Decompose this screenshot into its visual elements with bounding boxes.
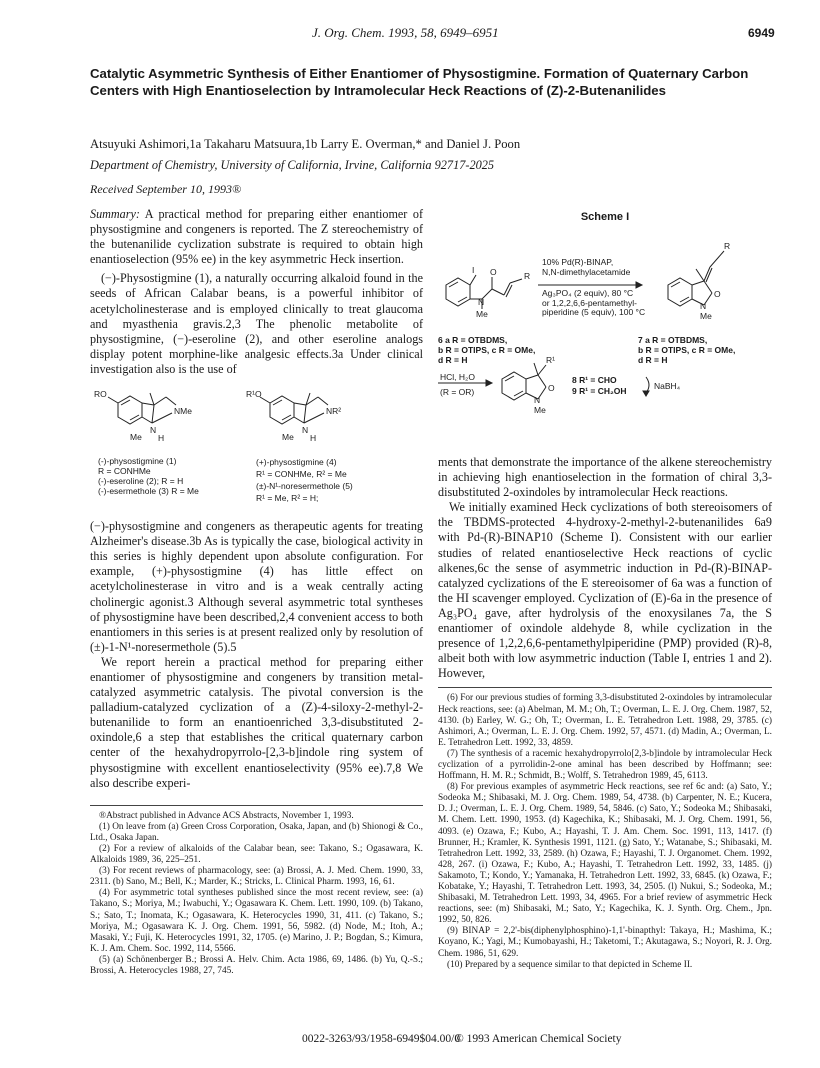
product-line: 7 a R = OTBDMS,: [638, 335, 708, 345]
product-line: b R = OTIPS, c R = OMe,: [638, 345, 736, 355]
substrate-line: 6 a R = OTBDMS,: [438, 335, 508, 345]
condition-line: N,N-dimethylacetamide: [542, 266, 631, 277]
footnote-divider: [438, 687, 772, 688]
substrate-line: d R = H: [438, 355, 468, 365]
condition-line: or 1,2,2,6,6-pentamethyl-: [542, 297, 637, 308]
article-authors: Atsuyuki Ashimori,1a Takaharu Matsuura,1b Larry E. Overman,* and Daniel J. Poon: [90, 137, 521, 151]
svg-text:Me: Me: [534, 405, 546, 415]
caption-line: (±)-N¹-noresermethole (5): [256, 481, 353, 492]
svg-text:NMe: NMe: [174, 406, 192, 417]
article-affiliation: Department of Chemistry, University of California, Irvine, California 92717-2025: [90, 158, 495, 172]
svg-text:R: R: [724, 241, 731, 251]
svg-text:I: I: [472, 265, 475, 275]
caption-line: (-)-esermethole (3) R = Me: [98, 486, 199, 497]
publication-code: 0022-3263/93/1958-6949$04.00/0: [302, 1033, 461, 1045]
page-number: 6949: [748, 26, 775, 40]
svg-text:R: R: [524, 271, 531, 281]
condition-line: Ag₃PO₄ (2 equiv), 80 °C: [542, 288, 634, 298]
body-paragraph-4: ments that demonstrate the importance of the alkene stereochemistry in achieving high enantioselection in the formation of chiral 3,3-disubstituted 2-oxindoles by intramolecular Heck reactions.: [438, 455, 772, 500]
footnote: (9) BINAP = 2,2'-bis(diphenylphosphino)-1,1'-binapthyl: Takaya, H.; Mashima, K.; Koyano, K.; Yagi, M.; Kumobayashi, H.; Taketomi, T.; Akutagawa, S.; Noyori, R. J. Org. Chem. 1986, 51, 629.: [438, 926, 772, 959]
product-line: d R = H: [638, 355, 668, 365]
left-column: [90, 207, 423, 977]
scheme-reductant: NaBH₄: [654, 381, 681, 391]
svg-text:H: H: [310, 433, 317, 444]
footnote: (5) (a) Schönenberger B.; Brossi A. Helv. Chim. Acta 1986, 69, 1486. (b) Yu, Q.-S.; Brossi, A. Heterocycles 1988, 27, 745.: [90, 954, 423, 977]
body-paragraph-3: We report herein a practical method for preparing either enantiomer of physostigmine and congeners by transition metal-catalyzed asymmetric catalysis. The pivotal conversion is the palladium-catalyzed cyclization of a (Z)-4-siloxy-2-methyl-2-butenanilide to form an enantioenriched 3,3-disubstituted 2-oxindole,6 a step that establishes the critical quaternary carbon center of the hexahydropyrrolo-[2,3-b]indole ring system of physostigmine with excellent enantioselectivity (95% ee).7,8 We also describe experi-: [90, 654, 423, 790]
svg-text:H: H: [158, 433, 165, 444]
footnotes-left: [90, 811, 423, 977]
scheme-substrate-labels: [438, 335, 535, 365]
summary-text: A practical method for preparing either enantiomer of physostigmine and congeners is reported. The Z stereochemistry of the butenanilide cyclization substrate is required to obtain high enantioselection (95% ee) in the key asymmetric Heck insertion.: [90, 207, 423, 267]
svg-text:O: O: [714, 289, 721, 299]
structure-right-caption: [256, 456, 353, 504]
reagent-line: HCl, H₂O: [440, 372, 475, 382]
physostigmine-structures-figure: [90, 383, 423, 519]
body-paragraph-1: (−)-Physostigmine (1), a naturally occurring alkaloid found in the seeds of African Calabar beans, is a powerful inhibitor of acetylcholinesterase and is employed clinically to treat glaucoma and myasthenia gravis.2,3 The phenolic metabolite of physostigmine, (−)-eseroline (2), and other eseroline analogs display potent morphine-like analgesic effects.3a Under clinical investigation also is the use of: [90, 271, 423, 376]
footnote-divider: [90, 805, 423, 806]
svg-text:Me: Me: [700, 311, 712, 321]
footnote: (7) The synthesis of a racemic hexahydropyrrolo[2,3-b]indole by intramolecular Heck cyclization of a pyrrolidin-2-one aminal has been described by Hoffmann; see: Hoffmann, H. M. R.; Schmidt, B.; Wolff, S. Tetrahedron 1989, 45, 6113.: [438, 748, 772, 782]
svg-text:N: N: [150, 425, 157, 436]
substrate-line: b R = OTIPS, c R = OMe,: [438, 345, 536, 355]
svg-text:RO: RO: [94, 389, 107, 400]
footnote: (6) For our previous studies of forming 3,3-disubstituted 2-oxindoles by intramolecular Heck reactions, see: (a) Abelman, M. M.; Oh, T.; Overman, L. E. J. Org. Chem. 1987, 52, 4130. (b) Earley, W. G.; Oh, T.; Overman, L. E. Tetrahedron Lett. 1988, 29, 3785. (c) Ashimori, A.; Overman, L. E. J. Org. Chem. 1992, 57, 4571. (d) Madin, A.; Overman, L. E. Tetrahedron Lett. 1992, 33, 4859.: [438, 693, 772, 748]
caption-line: R = CONHMe: [98, 466, 151, 477]
svg-text:Me: Me: [130, 432, 142, 443]
summary-paragraph: [90, 207, 423, 267]
journal-citation: J. Org. Chem. 1993, 58, 6949–6951: [312, 25, 499, 40]
svg-text:N: N: [478, 297, 485, 307]
svg-text:R¹: R¹: [546, 355, 555, 365]
condition-line: 10% Pd(R)-BINAP,: [542, 257, 614, 267]
svg-text:O: O: [548, 383, 555, 393]
caption-line: R¹ = Me, R² = H;: [256, 493, 319, 504]
caption-line: R¹ = CONHMe, R² = Me: [256, 469, 347, 480]
scheme-1-figure: [438, 225, 772, 461]
footnote: (8) For previous examples of asymmetric Heck reactions, see ref 6c and: (a) Sato, Y.; Sodeoka M.; Shibasaki, M. J. Org. Chem. 1989, 54, 4738. (b) Carpenter, N. E.; Kucera, D. J.; Overman, L. E. J. Org. Chem. 1989, 54, 5846. (c) Sato, Y.; Sodeoka M.; Shibasaki, M. Chem. Lett. 1990, 1953. (d) Kagechika, K.; Shibasaki, M. J. Org. Chem. 1991, 56, 4093. (e) Ozawa, F.; Kubo, A.; Hayashi, T. J. Am. Chem. Soc. 1991, 113, 1417. (f) Brunner, H.; Kramler, K. Synthesis 1991, 1121. (g) Sato, Y.; Watanabe, S.; Shibasaki, M. Tetrahedron Lett. 1992, 33, 2589. (h) Ozawa, F.; Hayashi, T. J. Organomet. Chem. 1992, 428, 267. (i) Ozawa, F.; Kubo, A.; Hayashi, T. Tetrahedron Lett. 1992, 33, 1485. (j) Sakamoto, T.; Kondo, Y.; Yamanaka, H. Tetrahedron Lett. 1992, 33, 6845. (k) Ozawa, F.; Kobatake, Y.; Hayashi, T. Tetrahedron Lett. 1993, 34, 2505. (l) Nukui, S.; Sodeoka, M.; Shibasaki, M. Tetrahedron Lett. 1993, 34, 4965. For a brief review of asymmetric Heck reactions, see: (m) Shibasaki, M.; Sato, Y.; Kagechika, K. J. Synth. Org. Chem., Jpn. 1992, 50, 826.: [438, 782, 772, 926]
footnote: (1) On leave from (a) Green Cross Corporation, Osaka, Japan, and (b) Shionogi & Co., Ltd., Osaka Japan.: [90, 821, 423, 843]
reagent-line: (R = OR): [440, 387, 475, 397]
footnote: (3) For recent reviews of pharmacology, see: (a) Brossi, A. J. Med. Chem. 1990, 33, 2311. (b) Sano, M.; Bell, K.; Marder, K.; Stricks, L. Clinical Pharm. 1993, 16, 61.: [90, 866, 423, 888]
structure-left-caption: [98, 456, 199, 496]
step2-product-line: 8 R¹ = CHO: [572, 375, 617, 385]
footnote: (10) Prepared by a sequence similar to that depicted in Scheme II.: [447, 959, 693, 970]
svg-text:N: N: [700, 301, 707, 311]
svg-text:N: N: [302, 425, 309, 436]
caption-line: (-)-physostigmine (1): [98, 456, 177, 467]
svg-text:NR²: NR²: [326, 406, 342, 417]
scheme-conditions: [542, 258, 630, 277]
caption-line: (+)-physostigmine (4): [256, 457, 337, 468]
condition-line: piperidine (5 equiv), 100 °C: [542, 307, 646, 317]
caption-line: (-)-eseroline (2); R = H: [98, 476, 184, 487]
footnote: (4) For asymmetric total syntheses published since the most recent review, see: (a) Takano, S.; Moriya, M.; Iwabuchi, Y.; Ogasawara K. Chem. Lett. 1990, 109. (b) Takano, S.; Sato, T.; Inomata, K.; Ogasawara, K. Heterocycles 1990, 31, 411. (c) Takano, S.; Moriya, M.; Ogasawara K. J. Org. Chem. 1991, 56, 5982. (d) Node, M.; Itoh, A.; Masaki, Y.; Fuji, K. Heterocycles 1991, 32, 1705. (e) Marino, J. P.; Bogdan, S.; Kimura, K. J. Am. Chem. Soc. 1992, 114, 5566.: [90, 888, 423, 954]
footnote: (2) For a review of alkaloids of the Calabar bean, see: Takano, S.; Ogasawara, K. Alkaloids 1989, 36, 225–251.: [90, 844, 423, 866]
article-title: Catalytic Asymmetric Synthesis of Either Enantiomer of Physostigmine. Formation of Quaternary Carbon Centers with High Enantioselection by Intramolecular Heck Reactions of (Z)-2-Butenanilides: [90, 66, 749, 98]
footnotes-right: [438, 693, 772, 970]
scheme-conditions-below: [542, 289, 645, 318]
svg-text:Me: Me: [282, 432, 294, 443]
copyright-notice: © 1993 American Chemical Society: [455, 1033, 622, 1045]
summary-label: Summary:: [90, 207, 140, 221]
body-paragraph-5: We initially examined Heck cyclizations of both stereoisomers of the TBDMS-protected 4-hydroxy-2-methyl-2-butenanilides 6a9 with Pd-(R)-BINAP10 (Scheme I). Consistent with our earlier studies of related enantioselective Heck reactions of cyclic alkenes,6c the sense of asymmetric induction in Pd-(R)-BINAP-catalyzed cyclizations of the E stereoisomer of 6a was a function of the HI scavenger employed. Cyclization of (E)-6a in the presence of Ag₃PO₄ gave, after hydrolysis of the enoxysilanes 7a, the S enantiomer of oxindole aldehyde 8, while cyclization in the presence of 1,2,2,6,6-pentamethylpiperidine (PMP) provided (R)-8, albeit both with low asymmetric induction (Table I, entries 1 and 2). However,: [438, 500, 772, 681]
svg-text:Me: Me: [476, 309, 488, 319]
step2-product-line: 9 R¹ = CH₂OH: [572, 386, 627, 396]
right-column: [438, 207, 772, 971]
scheme-step2-products: [572, 375, 627, 397]
scheme-title: Scheme I: [580, 211, 630, 223]
scheme-step2-reagents: [440, 372, 475, 398]
footnote: ®Abstract published in Advance ACS Abstracts, November 1, 1993.: [99, 810, 354, 821]
received-date: Received September 10, 1993®: [90, 182, 242, 196]
scheme-product-labels: [638, 335, 735, 365]
body-paragraph-2: (−)-physostigmine and congeners as therapeutic agents for treating Alzheimer's disease.3b As is typically the case, biological activity in this series is highly dependent upon absolute configuration. For example, (+)-physostigmine (4) has little effect on acetylcholinesterase in vitro and is a weak centrally acting cholinergic agonist.3 Although several asymmetric total syntheses of physostigmine have been described,2,4 convenient access to both enantiomers in this series is at present realized only by resolution of (±)-1-N¹-noresermethole (5).5: [90, 519, 423, 654]
svg-text:N: N: [534, 395, 541, 405]
svg-text:R¹O: R¹O: [246, 389, 262, 400]
svg-text:O: O: [490, 267, 497, 277]
